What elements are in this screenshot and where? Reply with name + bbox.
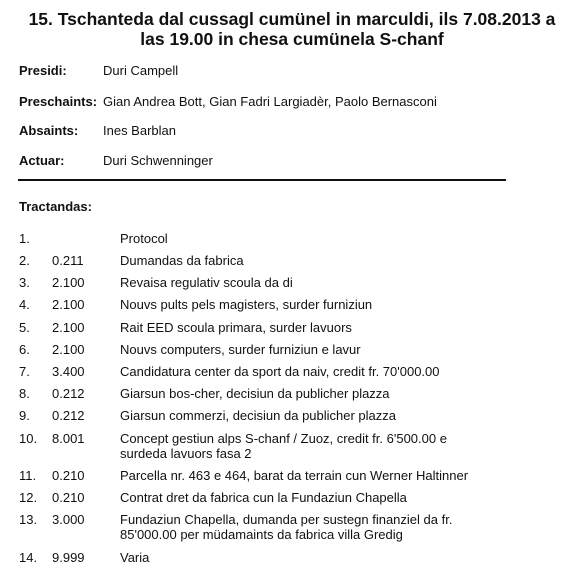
item-number: 6. [19,342,30,357]
meta-value: Ines Barblan [103,123,176,138]
item-text: Parcella nr. 463 e 464, barat da terrain cun Werner Haltinner [120,468,469,483]
item-text: Concept gestiun alps S-chanf / Zuoz, credit fr. 6'500.00 e surdeda lavuors fasa 2 [120,431,447,461]
item-text: Protocol [120,231,168,246]
item-number: 12. [19,490,38,505]
meta-value: Duri Schwenninger [103,153,213,168]
item-number: 13. [19,512,38,527]
item-text: Contrat dret da fabrica cun la Fundaziun Chapella [120,490,407,505]
meta-label: Preschaints: [19,94,98,109]
item-code: 3.000 [52,512,85,527]
item-number: 2. [19,253,30,268]
meta-value: Duri Campell [103,63,179,78]
item-text: Giarsun bos-cher, decisiun da publicher plazza [120,386,390,401]
item-code: 0.210 [52,490,85,505]
item-number: 5. [19,320,30,335]
item-code: 0.212 [52,408,85,423]
item-code: 3.400 [52,364,85,379]
item-code: 2.100 [52,297,85,312]
item-code: 0.211 [52,253,84,268]
item-number: 14. [19,550,38,565]
item-code: 0.212 [52,386,85,401]
item-number: 8. [19,386,30,401]
item-code: 2.100 [52,275,85,290]
item-text: Giarsun commerzi, decisiun da publicher plazza [120,408,397,423]
item-number: 11. [19,468,37,483]
title-line-1: 15. Tschanteda dal cussagl cumünel in marculdi, ils 7.08.2013 a [28,9,556,29]
meta-label: Absaints: [19,123,79,138]
item-code: 0.210 [52,468,85,483]
meta-label: Presidi: [19,63,67,78]
item-text: Revaisa regulativ scoula da di [120,275,293,290]
item-text: Varia [120,550,150,565]
item-number: 3. [19,275,30,290]
item-code: 2.100 [52,320,85,335]
divider [18,179,506,181]
item-number: 9. [19,408,30,423]
item-text: Dumandas da fabrica [120,253,244,268]
item-code: 9.999 [52,550,85,565]
page-title [0,9,584,49]
item-text: Rait EED scoula primara, surder lavuors [120,320,352,335]
item-code: 2.100 [52,342,85,357]
item-text: Fundaziun Chapella, dumanda per sustegn finanziel da fr. 85'000.00 per müdamaints da fabrica villa Gredig [120,512,453,542]
item-text: Nouvs pults pels magisters, surder furniziun [120,297,373,312]
item-number: 1. [19,231,30,246]
item-number: 4. [19,297,30,312]
item-number: 10. [19,431,38,446]
item-text: Candidatura center da sport da naiv, credit fr. 70'000.00 [120,364,440,379]
item-number: 7. [19,364,30,379]
section-title: Tractandas: [19,199,92,214]
item-code: 8.001 [52,431,85,446]
meta-label: Actuar: [19,153,65,168]
meta-value: Gian Andrea Bott, Gian Fadri Largiadèr, Paolo Bernasconi [103,94,437,109]
title-line-2: las 19.00 in chesa cumünela S-chanf [140,29,444,49]
item-text: Nouvs computers, surder furniziun e lavur [120,342,361,357]
